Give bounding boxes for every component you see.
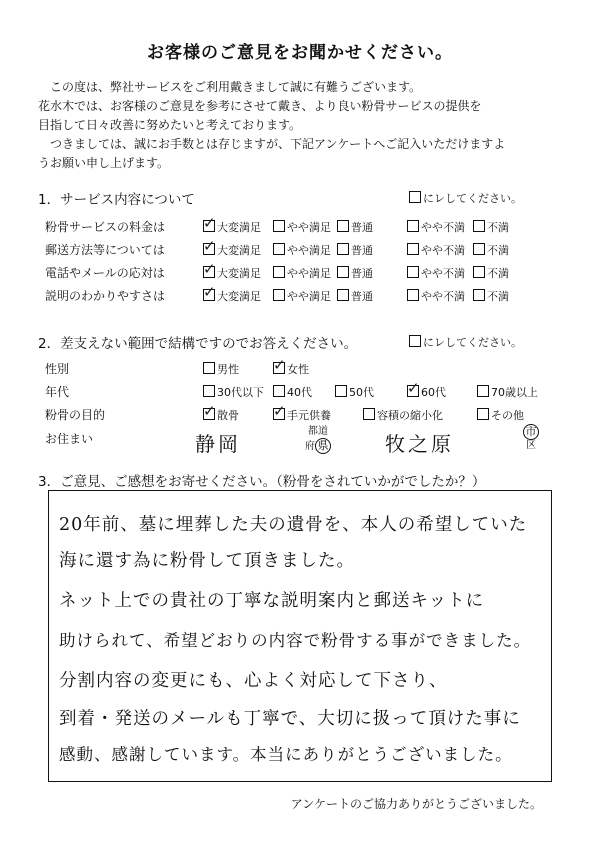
rating-row-label: 説明のわかりやすさは	[45, 289, 166, 303]
option-neutral[interactable]	[337, 242, 373, 258]
checkbox[interactable]	[337, 220, 349, 232]
option-very-satisfied[interactable]	[203, 265, 261, 281]
rating-row-label: 電話やメールの応対は	[45, 266, 165, 280]
checkbox-checked[interactable]	[203, 243, 215, 255]
checkbox-checked[interactable]	[203, 266, 215, 278]
option-neutral[interactable]	[337, 265, 373, 281]
option-label: やや不満	[421, 267, 465, 280]
option-other[interactable]: その他	[477, 407, 524, 423]
intro-line: 目指して日々改善に努めたいと考えております。	[38, 118, 302, 132]
checkbox[interactable]	[273, 385, 285, 397]
checkbox-checked[interactable]	[273, 362, 285, 374]
option-label: 普通	[351, 244, 373, 257]
option-keepsake[interactable]: ✓ 手元供養	[273, 407, 331, 423]
option-dissatisfied[interactable]	[473, 242, 509, 258]
gender-label: 性別	[45, 362, 70, 376]
section2-heading: 2．差支えない範囲で結構ですのでお答えください。	[38, 336, 358, 352]
rating-row-label: 郵送方法等については	[45, 243, 165, 257]
checkbox[interactable]	[407, 220, 419, 232]
rating-row	[45, 262, 565, 282]
option-female[interactable]: ✓ 女性	[273, 361, 309, 377]
option-somewhat-dissatisfied[interactable]	[407, 265, 465, 281]
option-label: 普通	[351, 267, 373, 280]
option-age-60[interactable]: ✓ 60代	[407, 384, 446, 400]
option-label: 不満	[487, 290, 509, 303]
age-label: 年代	[45, 385, 70, 399]
section1-note: にレしてください。	[409, 190, 522, 206]
option-label: 普通	[351, 290, 373, 303]
checkbox-sample	[409, 335, 421, 347]
option-age-30[interactable]: 30代以下	[203, 384, 264, 400]
prefecture-handwritten: 静岡	[195, 432, 241, 456]
checkbox[interactable]	[273, 243, 285, 255]
gender-row	[45, 358, 565, 378]
section2-note: にレしてください。	[409, 334, 522, 350]
checkbox-checked[interactable]	[407, 385, 419, 397]
intro-line: 花水木では、お客様のご意見を参考にさせて戴き、より良い粉骨サービスの提供を	[38, 99, 482, 113]
option-dissatisfied[interactable]	[473, 265, 509, 281]
checkbox[interactable]	[473, 289, 485, 301]
option-neutral[interactable]	[337, 288, 373, 304]
option-male[interactable]: 男性	[203, 361, 239, 377]
checkbox[interactable]	[337, 243, 349, 255]
option-reduce-volume[interactable]: 容積の縮小化	[363, 407, 443, 423]
intro-line: うお願い申し上げます。	[38, 156, 170, 170]
option-age-70[interactable]: 70歳以上	[477, 384, 538, 400]
address-label: お住まい	[45, 432, 94, 446]
option-label: 大変満足	[217, 244, 261, 257]
prefecture-suffix	[305, 426, 331, 454]
checkbox[interactable]	[407, 289, 419, 301]
option-label: 大変満足	[217, 221, 261, 234]
option-scatter[interactable]: ✓ 散骨	[203, 407, 239, 423]
intro-line: つきましては、誠にお手数とは存じますが、下記アンケートへご記入いただけますよ	[38, 137, 506, 151]
checkbox[interactable]	[337, 266, 349, 278]
checkbox-checked[interactable]	[203, 220, 215, 232]
checkbox[interactable]	[337, 289, 349, 301]
checkbox[interactable]	[203, 385, 215, 397]
prefecture-suffix-stack: 都道 府 県	[305, 426, 331, 454]
comment-line: 到着・発送のメールも丁寧で、大切に扱って頂けた事に	[59, 709, 521, 729]
checkbox[interactable]	[407, 243, 419, 255]
comment-line: 感動、感謝しています。本当にありがとうございました。	[59, 745, 513, 764]
checkbox-checked[interactable]	[273, 408, 285, 420]
address-row	[45, 425, 565, 464]
circled-ken: 県	[315, 438, 331, 454]
checkbox[interactable]	[407, 266, 419, 278]
checkbox[interactable]	[473, 243, 485, 255]
comment-box[interactable]	[48, 490, 552, 782]
option-label: やや不満	[421, 221, 465, 234]
option-very-satisfied[interactable]	[203, 242, 261, 258]
option-age-50[interactable]: 50代	[335, 384, 374, 400]
rating-row	[45, 239, 565, 259]
footer-thanks: アンケートのご協力ありがとうございました。	[290, 797, 542, 811]
intro-line: この度は、弊社サービスをご利用戴きまして誠に有難うございます。	[38, 80, 422, 94]
checkbox-sample	[409, 191, 421, 203]
option-neutral[interactable]	[337, 219, 373, 235]
city-handwritten: 牧之原	[385, 432, 454, 456]
checkbox[interactable]	[363, 408, 375, 420]
option-label: 大変満足	[217, 290, 261, 303]
checkbox[interactable]	[273, 266, 285, 278]
option-age-40[interactable]: 40代	[273, 384, 312, 400]
checkbox[interactable]	[473, 220, 485, 232]
section1-heading: 1．サービス内容について	[38, 192, 195, 208]
option-label: 不満	[487, 221, 509, 234]
city-suffix	[523, 424, 539, 452]
checkbox[interactable]	[477, 385, 489, 397]
option-dissatisfied[interactable]	[473, 219, 509, 235]
option-somewhat-satisfied[interactable]	[273, 288, 331, 304]
option-somewhat-dissatisfied[interactable]	[407, 288, 465, 304]
option-label: やや満足	[287, 244, 331, 257]
intro-text	[38, 78, 568, 173]
option-dissatisfied[interactable]	[473, 288, 509, 304]
option-somewhat-dissatisfied[interactable]	[407, 242, 465, 258]
age-row	[45, 381, 565, 401]
option-label: 不満	[487, 267, 509, 280]
option-label: 普通	[351, 221, 373, 234]
checkbox[interactable]	[335, 385, 347, 397]
checkbox[interactable]	[473, 266, 485, 278]
page-title: お客様のご意見をお聞かせください。	[147, 43, 453, 63]
option-label: やや満足	[287, 290, 331, 303]
option-label: やや不満	[421, 244, 465, 257]
option-somewhat-dissatisfied[interactable]	[407, 219, 465, 235]
option-somewhat-satisfied[interactable]	[273, 242, 331, 258]
rating-row-label: 粉骨サービスの料金は	[45, 220, 166, 234]
purpose-row	[45, 404, 565, 424]
comment-line: 助けられて、希望どおりの内容で粉骨する事ができました。	[59, 631, 532, 650]
checkbox-checked[interactable]	[203, 289, 215, 301]
checkbox[interactable]	[203, 362, 215, 374]
checkbox[interactable]	[477, 408, 489, 420]
option-label: 不満	[487, 244, 509, 257]
option-label: 大変満足	[217, 267, 261, 280]
comment-line: 20年前、墓に埋葬した夫の遺骨を、本人の希望していた	[59, 515, 528, 535]
comment-line: 海に還す為に粉骨して頂きました。	[59, 551, 355, 571]
rating-row	[45, 216, 565, 236]
checkbox[interactable]	[273, 220, 285, 232]
option-somewhat-satisfied[interactable]	[273, 265, 331, 281]
checkbox-checked[interactable]	[203, 408, 215, 420]
option-somewhat-satisfied[interactable]	[273, 219, 331, 235]
option-very-satisfied[interactable]	[203, 219, 261, 235]
option-label: やや満足	[287, 267, 331, 280]
comment-line: 分割内容の変更にも、心よく対応して下さり、	[59, 671, 448, 691]
circled-shi: 市	[523, 424, 539, 440]
rating-row	[45, 285, 565, 305]
city-suffix-stack: 市 区	[523, 424, 539, 452]
option-label: やや不満	[421, 290, 465, 303]
section3-heading: 3．ご意見、ご感想をお寄せください。（粉骨をされていかがでしたか？）	[38, 474, 486, 490]
checkbox[interactable]	[273, 289, 285, 301]
option-label: やや満足	[287, 221, 331, 234]
comment-line: ネット上での貴社の丁寧な説明案内と郵送キットに	[59, 591, 485, 611]
purpose-label: 粉骨の目的	[45, 408, 106, 422]
option-very-satisfied[interactable]	[203, 288, 261, 304]
